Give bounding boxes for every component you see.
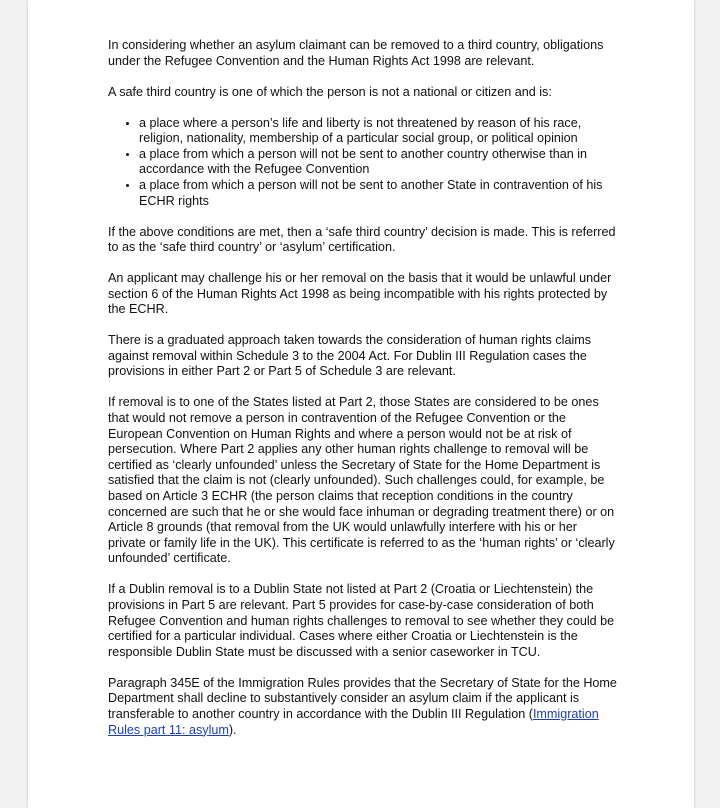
paragraph-safe-third-country-definition: A safe third country is one of which the person is not a national or citizen and is: — [108, 84, 552, 99]
list-item: • a place from which a person will not be sent to another State in contravention of his ECHR rights — [139, 178, 618, 209]
immigration-rules-link[interactable]: Immigration Rules part 11: asylum — [108, 706, 599, 737]
paragraph-part-2-states: If removal is to one of the States listed at Part 2, those States are considered to be ones that would not remove a person in contravention of the Refugee Convention or the European Convention on Human Rights and where a person would not be at risk of persecution. Where Part 2 applies any other human rights challenge to removal will be certified as ‘clearly unfounded’ unless the Secretary of State for the Home Department is satisfied that the claim is not (clearly unfounded). Such challenges could, for example, be based on Article 3 ECHR (the person claims that reception conditions in the country concerned are such that he or she would face inhuman or degrading treatment there) or on Article 8 grounds (that removal from the UK would unlawfully interfere with his or her private or family life in the UK). This certificate is referred to as the ‘human rights’ or ‘clearly unfounded’ certificate. — [108, 395, 615, 566]
paragraph-part-5-states: If a Dublin removal is to a Dublin State not listed at Part 2 (Croatia or Liechtenstein) the provisions in Part 5 are relevant. Part 5 provides for case-by-case consideration of both Refugee Convention and human rights challenges to removal to see whether they could be certified for a particular individual. Cases where either Croatia or Liechtenstein is the responsible Dublin State must be discussed with a senior caseworker in TCU. — [108, 582, 615, 659]
document-page — [28, 0, 694, 808]
list-item: • a place where a person’s life and liberty is not threatened by reason of his race, religion, nationality, membership of a particular social group, or political opinion — [139, 116, 618, 147]
paragraph-certification: If the above conditions are met, then a ‘safe third country’ decision is made. This is referred to as the ‘safe third country’ or ‘asylum’ certification. — [108, 224, 616, 255]
document-body — [108, 38, 618, 753]
paragraph-graduated-approach: There is a graduated approach taken towards the consideration of human rights claims against removal within Schedule 3 to the 2004 Act. For Dublin III Regulation cases the provisions in either Part 2 or Part 5 of Schedule 3 are relevant. — [108, 333, 592, 379]
safe-third-country-criteria-list — [108, 116, 618, 210]
paragraph-third-country-obligations: In considering whether an asylum claimant can be removed to a third country, obligations under the Refugee Convention and the Human Rights Act 1998 are relevant. — [108, 38, 604, 68]
paragraph-345e — [108, 676, 618, 738]
paragraph-challenge-removal: An applicant may challenge his or her removal on the basis that it would be unlawful under section 6 of the Human Rights Act 1998 as being incompatible with his rights protected by the ECHR. — [108, 271, 612, 317]
list-item: • a place from which a person will not be sent to another country otherwise than in accordance with the Refugee Convention — [139, 147, 618, 178]
paragraph-345e-closing: ). — [228, 722, 237, 737]
paragraph-345e-text: Paragraph 345E of the Immigration Rules provides that the Secretary of State for the Home Department shall decline to substantively consider an asylum claim if the applicant is transferable to another country in accordance with the Dublin III Regulation ( — [108, 675, 617, 721]
